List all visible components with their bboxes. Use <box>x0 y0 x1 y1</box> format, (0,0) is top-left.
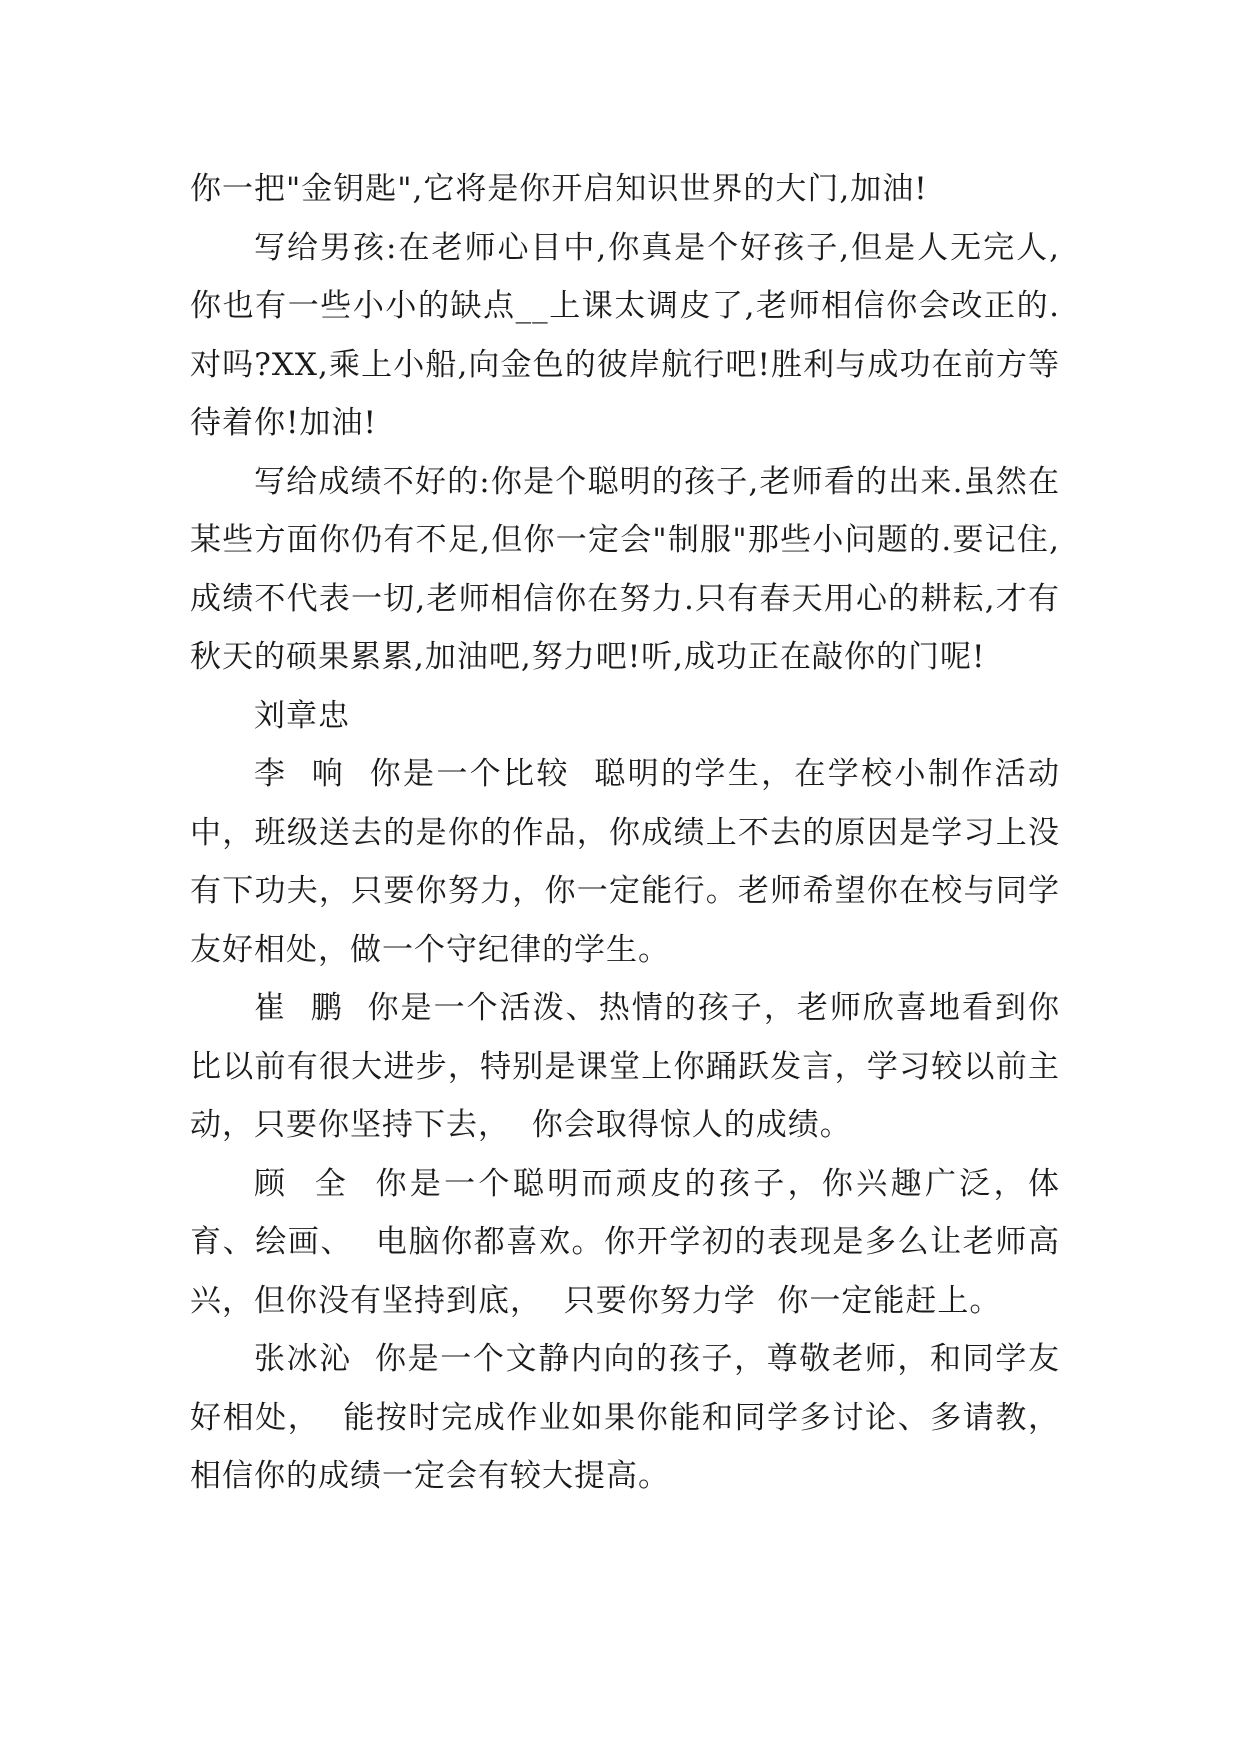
comment-li-xiang: 李 响 你是一个比较 聪明的学生，在学校小制作活动中，班级送去的是你的作品，你成绩上不去的原因是学习上没有下功夫，只要你努力，你一定能行。老师希望你在校与同学友好相处，做一个守纪律的学生。 <box>190 756 1060 968</box>
comment-cui-peng: 崔 鹏 你是一个活泼、热情的孩子，老师欣喜地看到你比以前有很大进步，特别是课堂上你踊跃发言，学习较以前主动，只要你坚持下去， 你会取得惊人的成绩。 <box>190 990 1060 1143</box>
paragraph-to-weak-students: 写给成绩不好的:你是个聪明的孩子,老师看的出来.虽然在某些方面你仍有不足,但你一定会"制服"那些小问题的.要记住,成绩不代表一切,老师相信你在努力.只有春天用心的耕耘,才有秋天的硕果累累,加油吧,努力吧!听,成功正在敲你的门呢! <box>190 463 1060 675</box>
comment-zhang-bingqin: 张冰沁 你是一个文静内向的孩子，尊敬老师，和同学友好相处， 能按时完成作业如果你能和同学多讨论、多请教，相信你的成绩一定会有较大提高。 <box>190 1341 1060 1494</box>
comment-gu-quan: 顾 全 你是一个聪明而顽皮的孩子，你兴趣广泛，体育、绘画、 电脑你都喜欢。你开学初的表现是多么让老师高兴，但你没有坚持到底， 只要你努力学 你一定能赶上。 <box>190 1165 1060 1319</box>
paragraph-to-boys: 写给男孩:在老师心目中,你真是个好孩子,但是人无完人,你也有一些小小的缺点__上课太调皮了,老师相信你会改正的.对吗?XX,乘上小船,向金色的彼岸航行吧!胜利与成功在前方等待着你!加油! <box>190 229 1060 441</box>
paragraph-continuation: 你一把"金钥匙",它将是你开启知识世界的大门,加油! <box>190 171 928 207</box>
document-body <box>190 160 1060 1506</box>
author-name: 刘章忠 <box>254 697 350 734</box>
